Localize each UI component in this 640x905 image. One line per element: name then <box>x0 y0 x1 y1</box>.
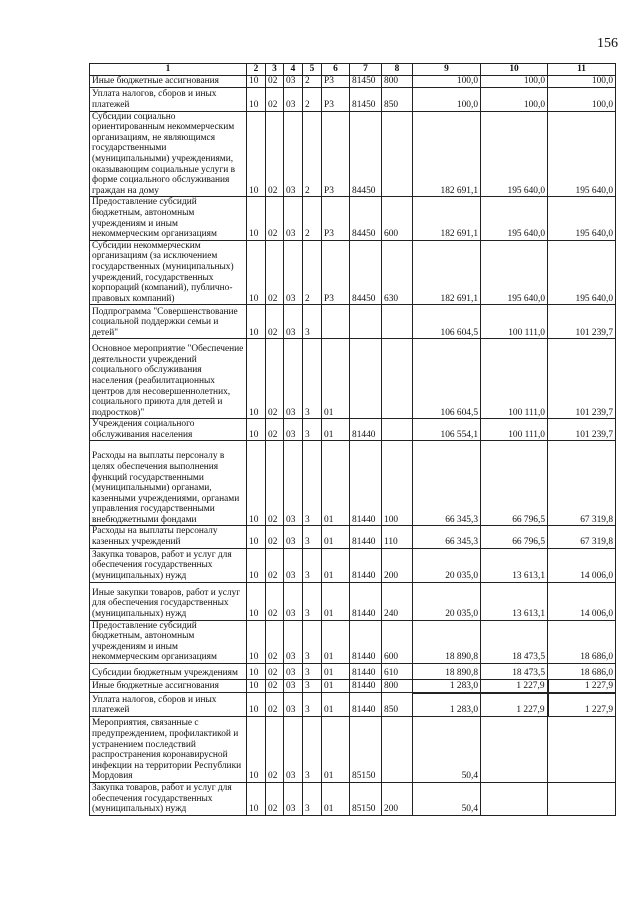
cell-y1: 50,4 <box>413 717 481 783</box>
cell-pr: 02 <box>266 783 284 816</box>
cell-name: Субсидии социально ориентированным некоммерческим организациям, не являющимся государственными (муниципальными) учреждениями, оказывающим социальные услуги в форме социального обслуживания граждан на дому <box>90 111 247 197</box>
cell-vr: 110 <box>382 526 413 548</box>
col-header: 11 <box>548 64 616 76</box>
cell-y1: 106 604,5 <box>413 305 481 339</box>
cell-om <box>322 305 350 339</box>
col-header: 4 <box>284 64 303 76</box>
cell-y2: 13 613,1 <box>481 582 548 620</box>
cell-rz: 10 <box>247 620 266 663</box>
cell-gp: 03 <box>284 526 303 548</box>
cell-rz: 10 <box>247 548 266 582</box>
cell-om: Р3 <box>322 76 350 88</box>
cell-name: Уплата налогов, сборов и иных платежей <box>90 693 247 717</box>
cell-rz: 10 <box>247 526 266 548</box>
cell-y3: 14 006,0 <box>548 548 616 582</box>
cell-y2: 100,0 <box>481 87 548 111</box>
cell-rz: 10 <box>247 339 266 419</box>
cell-vr: 600 <box>382 620 413 663</box>
cell-napr <box>350 339 382 419</box>
cell-y3: 195 640,0 <box>548 197 616 240</box>
cell-napr: 85150 <box>350 717 382 783</box>
cell-rz: 10 <box>247 680 266 693</box>
cell-y2: 100,0 <box>481 76 548 88</box>
cell-pr: 02 <box>266 441 284 526</box>
cell-om: 01 <box>322 441 350 526</box>
cell-om: Р3 <box>322 87 350 111</box>
cell-pp: 2 <box>303 197 322 240</box>
cell-y2: 195 640,0 <box>481 240 548 305</box>
cell-y3: 18 686,0 <box>548 620 616 663</box>
cell-name: Уплата налогов, сборов и иных платежей <box>90 87 247 111</box>
cell-gp: 03 <box>284 419 303 441</box>
cell-pr: 02 <box>266 339 284 419</box>
cell-om: 01 <box>322 664 350 680</box>
cell-pp: 3 <box>303 339 322 419</box>
cell-y1: 20 035,0 <box>413 582 481 620</box>
cell-y3: 18 686,0 <box>548 664 616 680</box>
cell-gp: 03 <box>284 305 303 339</box>
cell-y2 <box>481 717 548 783</box>
cell-y3: 14 006,0 <box>548 582 616 620</box>
table-row <box>90 111 616 197</box>
cell-pr: 02 <box>266 693 284 717</box>
cell-y2: 195 640,0 <box>481 111 548 197</box>
cell-pr: 02 <box>266 620 284 663</box>
cell-napr: 81440 <box>350 548 382 582</box>
cell-om: 01 <box>322 339 350 419</box>
cell-rz: 10 <box>247 441 266 526</box>
cell-napr: 81450 <box>350 76 382 88</box>
cell-vr <box>382 111 413 197</box>
cell-gp: 03 <box>284 783 303 816</box>
cell-om: 01 <box>322 620 350 663</box>
cell-vr <box>382 305 413 339</box>
cell-y3: 101 239,7 <box>548 339 616 419</box>
cell-pr: 02 <box>266 548 284 582</box>
cell-om: 01 <box>322 680 350 693</box>
cell-napr: 81440 <box>350 419 382 441</box>
cell-y1: 106 554,1 <box>413 419 481 441</box>
cell-y1: 100,0 <box>413 76 481 88</box>
cell-name: Иные бюджетные ассигнования <box>90 76 247 88</box>
cell-pp: 3 <box>303 526 322 548</box>
cell-pp: 3 <box>303 582 322 620</box>
table-row <box>90 419 616 441</box>
cell-pp: 3 <box>303 419 322 441</box>
cell-y3: 100,0 <box>548 87 616 111</box>
cell-om: 01 <box>322 419 350 441</box>
cell-name: Субсидии некоммерческим организациям (за исключением государственных (муниципальных) учреждений, государственных корпораций (компаний), публично-правовых компаний) <box>90 240 247 305</box>
table-row <box>90 76 616 88</box>
cell-y2: 18 473,5 <box>481 620 548 663</box>
cell-gp: 03 <box>284 620 303 663</box>
cell-gp: 03 <box>284 339 303 419</box>
cell-y3: 67 319,8 <box>548 441 616 526</box>
cell-y1: 18 890,8 <box>413 620 481 663</box>
cell-pr: 02 <box>266 664 284 680</box>
cell-y1: 100,0 <box>413 87 481 111</box>
cell-pr: 02 <box>266 582 284 620</box>
cell-y3 <box>548 717 616 783</box>
cell-pp: 3 <box>303 441 322 526</box>
table-row <box>90 339 616 419</box>
cell-pp: 3 <box>303 664 322 680</box>
cell-pp: 3 <box>303 305 322 339</box>
cell-rz: 10 <box>247 111 266 197</box>
cell-name: Иные закупки товаров, работ и услуг для обеспечения государственных (муниципальных) нужд <box>90 582 247 620</box>
cell-y2: 100 111,0 <box>481 419 548 441</box>
col-header: 8 <box>382 64 413 76</box>
cell-vr: 200 <box>382 548 413 582</box>
cell-napr: 81440 <box>350 526 382 548</box>
cell-y3: 67 319,8 <box>548 526 616 548</box>
table-row <box>90 441 616 526</box>
cell-om: 01 <box>322 582 350 620</box>
col-header: 5 <box>303 64 322 76</box>
cell-name: Основное мероприятие "Обеспечение деятельности учреждений социального обслуживания населения (реабилитационных центров для несовершеннолетних, социального приюта для детей и подростков)" <box>90 339 247 419</box>
cell-pr: 02 <box>266 419 284 441</box>
cell-vr: 100 <box>382 441 413 526</box>
cell-gp: 03 <box>284 693 303 717</box>
cell-pp: 2 <box>303 87 322 111</box>
cell-name: Предоставление субсидий бюджетным, автономным учреждениям и иным некоммерческим организациям <box>90 197 247 240</box>
cell-napr: 81440 <box>350 441 382 526</box>
cell-vr: 600 <box>382 197 413 240</box>
cell-pp: 3 <box>303 548 322 582</box>
cell-vr: 610 <box>382 664 413 680</box>
cell-vr: 850 <box>382 693 413 717</box>
table-row <box>90 680 616 693</box>
cell-pr: 02 <box>266 240 284 305</box>
cell-pp: 3 <box>303 693 322 717</box>
cell-name: Закупка товаров, работ и услуг для обеспечения государственных (муниципальных) нужд <box>90 548 247 582</box>
cell-napr: 84450 <box>350 240 382 305</box>
cell-vr <box>382 339 413 419</box>
cell-y2: 13 613,1 <box>481 548 548 582</box>
cell-y2: 1 227,9 <box>481 693 548 717</box>
cell-pr: 02 <box>266 305 284 339</box>
table-row <box>90 783 616 816</box>
cell-gp: 03 <box>284 240 303 305</box>
cell-gp: 03 <box>284 664 303 680</box>
cell-om: Р3 <box>322 240 350 305</box>
cell-y1: 50,4 <box>413 783 481 816</box>
cell-rz: 10 <box>247 240 266 305</box>
col-header: 1 <box>90 64 247 76</box>
cell-y1: 18 890,8 <box>413 664 481 680</box>
col-header: 9 <box>413 64 481 76</box>
cell-gp: 03 <box>284 111 303 197</box>
cell-name: Закупка товаров, работ и услуг для обеспечения государственных (муниципальных) нужд <box>90 783 247 816</box>
cell-vr: 240 <box>382 582 413 620</box>
cell-y2: 195 640,0 <box>481 197 548 240</box>
cell-rz: 10 <box>247 76 266 88</box>
cell-y2 <box>481 783 548 816</box>
cell-y3: 1 227,9 <box>548 680 616 693</box>
cell-rz: 10 <box>247 305 266 339</box>
cell-y3: 100,0 <box>548 76 616 88</box>
cell-name: Мероприятия, связанные с предупреждением, профилактикой и устранением последствий распространения коронавирусной инфекции на территории Республики Мордовия <box>90 717 247 783</box>
col-header: 10 <box>481 64 548 76</box>
cell-napr: 81440 <box>350 693 382 717</box>
cell-om: 01 <box>322 717 350 783</box>
cell-pr: 02 <box>266 717 284 783</box>
cell-name: Субсидии бюджетным учреждениям <box>90 664 247 680</box>
cell-y2: 66 796,5 <box>481 526 548 548</box>
cell-y2: 18 473,5 <box>481 664 548 680</box>
cell-om: 01 <box>322 693 350 717</box>
col-header: 3 <box>266 64 284 76</box>
cell-y3: 1 227,9 <box>548 693 616 717</box>
cell-y2: 66 796,5 <box>481 441 548 526</box>
cell-rz: 10 <box>247 87 266 111</box>
table-row <box>90 87 616 111</box>
col-header: 2 <box>247 64 266 76</box>
cell-pr: 02 <box>266 87 284 111</box>
cell-y1: 182 691,1 <box>413 197 481 240</box>
cell-om: 01 <box>322 783 350 816</box>
cell-name: Предоставление субсидий бюджетным, автономным учреждениям и иным некоммерческим организациям <box>90 620 247 663</box>
cell-vr: 850 <box>382 87 413 111</box>
cell-pp: 3 <box>303 783 322 816</box>
header-row <box>90 64 616 76</box>
cell-name: Учреждения социального обслуживания населения <box>90 419 247 441</box>
cell-vr <box>382 419 413 441</box>
cell-pp: 2 <box>303 76 322 88</box>
cell-pr: 02 <box>266 526 284 548</box>
cell-pr: 02 <box>266 111 284 197</box>
cell-name: Расходы на выплаты персоналу в целях обеспечения выполнения функций государственными (муниципальными) органами, казенными учреждениями, органами управления государственными внебюджетными фондами <box>90 441 247 526</box>
cell-name: Подпрограмма "Совершенствование социальной поддержки семьи и детей" <box>90 305 247 339</box>
cell-om: 01 <box>322 548 350 582</box>
cell-y2: 1 227,9 <box>481 680 548 693</box>
cell-rz: 10 <box>247 664 266 680</box>
cell-y3: 101 239,7 <box>548 305 616 339</box>
cell-y1: 1 283,0 <box>413 693 481 717</box>
cell-vr: 200 <box>382 783 413 816</box>
cell-napr: 84450 <box>350 111 382 197</box>
cell-y1: 66 345,3 <box>413 441 481 526</box>
cell-pr: 02 <box>266 76 284 88</box>
cell-pp: 2 <box>303 240 322 305</box>
cell-om: Р3 <box>322 197 350 240</box>
cell-napr: 84450 <box>350 197 382 240</box>
cell-gp: 03 <box>284 548 303 582</box>
cell-gp: 03 <box>284 87 303 111</box>
table-row <box>90 582 616 620</box>
cell-gp: 03 <box>284 441 303 526</box>
budget-table <box>89 63 616 816</box>
cell-pp: 3 <box>303 717 322 783</box>
cell-y3: 195 640,0 <box>548 240 616 305</box>
cell-rz: 10 <box>247 693 266 717</box>
cell-rz: 10 <box>247 783 266 816</box>
cell-gp: 03 <box>284 717 303 783</box>
cell-gp: 03 <box>284 76 303 88</box>
page-number: 156 <box>597 36 618 51</box>
table-row <box>90 717 616 783</box>
cell-vr: 800 <box>382 76 413 88</box>
cell-vr <box>382 717 413 783</box>
cell-y3: 101 239,7 <box>548 419 616 441</box>
table-row <box>90 693 616 717</box>
cell-y3 <box>548 783 616 816</box>
cell-napr: 81440 <box>350 582 382 620</box>
col-header: 7 <box>350 64 382 76</box>
cell-y1: 20 035,0 <box>413 548 481 582</box>
cell-y2: 100 111,0 <box>481 305 548 339</box>
cell-pp: 3 <box>303 620 322 663</box>
cell-name: Расходы на выплаты персоналу казенных учреждений <box>90 526 247 548</box>
cell-napr: 81440 <box>350 620 382 663</box>
table-row <box>90 197 616 240</box>
cell-napr: 81440 <box>350 664 382 680</box>
cell-pp: 2 <box>303 111 322 197</box>
cell-y1: 182 691,1 <box>413 240 481 305</box>
cell-gp: 03 <box>284 197 303 240</box>
table-row <box>90 305 616 339</box>
table-row <box>90 526 616 548</box>
cell-napr: 81450 <box>350 87 382 111</box>
cell-y1: 1 283,0 <box>413 680 481 693</box>
cell-y1: 106 604,5 <box>413 339 481 419</box>
table-row <box>90 664 616 680</box>
cell-napr: 85150 <box>350 783 382 816</box>
cell-napr <box>350 305 382 339</box>
cell-om: 01 <box>322 526 350 548</box>
cell-gp: 03 <box>284 582 303 620</box>
cell-gp: 03 <box>284 680 303 693</box>
cell-name: Иные бюджетные ассигнования <box>90 680 247 693</box>
cell-y2: 100 111,0 <box>481 339 548 419</box>
cell-rz: 10 <box>247 419 266 441</box>
cell-napr: 81440 <box>350 680 382 693</box>
cell-rz: 10 <box>247 717 266 783</box>
cell-y3: 195 640,0 <box>548 111 616 197</box>
table-row <box>90 240 616 305</box>
table-row <box>90 620 616 663</box>
table-row <box>90 548 616 582</box>
cell-om: Р3 <box>322 111 350 197</box>
cell-y1: 66 345,3 <box>413 526 481 548</box>
cell-pp: 3 <box>303 680 322 693</box>
cell-pr: 02 <box>266 197 284 240</box>
col-header: 6 <box>322 64 350 76</box>
cell-rz: 10 <box>247 197 266 240</box>
cell-y1: 182 691,1 <box>413 111 481 197</box>
cell-vr: 630 <box>382 240 413 305</box>
cell-rz: 10 <box>247 582 266 620</box>
cell-pr: 02 <box>266 680 284 693</box>
cell-vr: 800 <box>382 680 413 693</box>
